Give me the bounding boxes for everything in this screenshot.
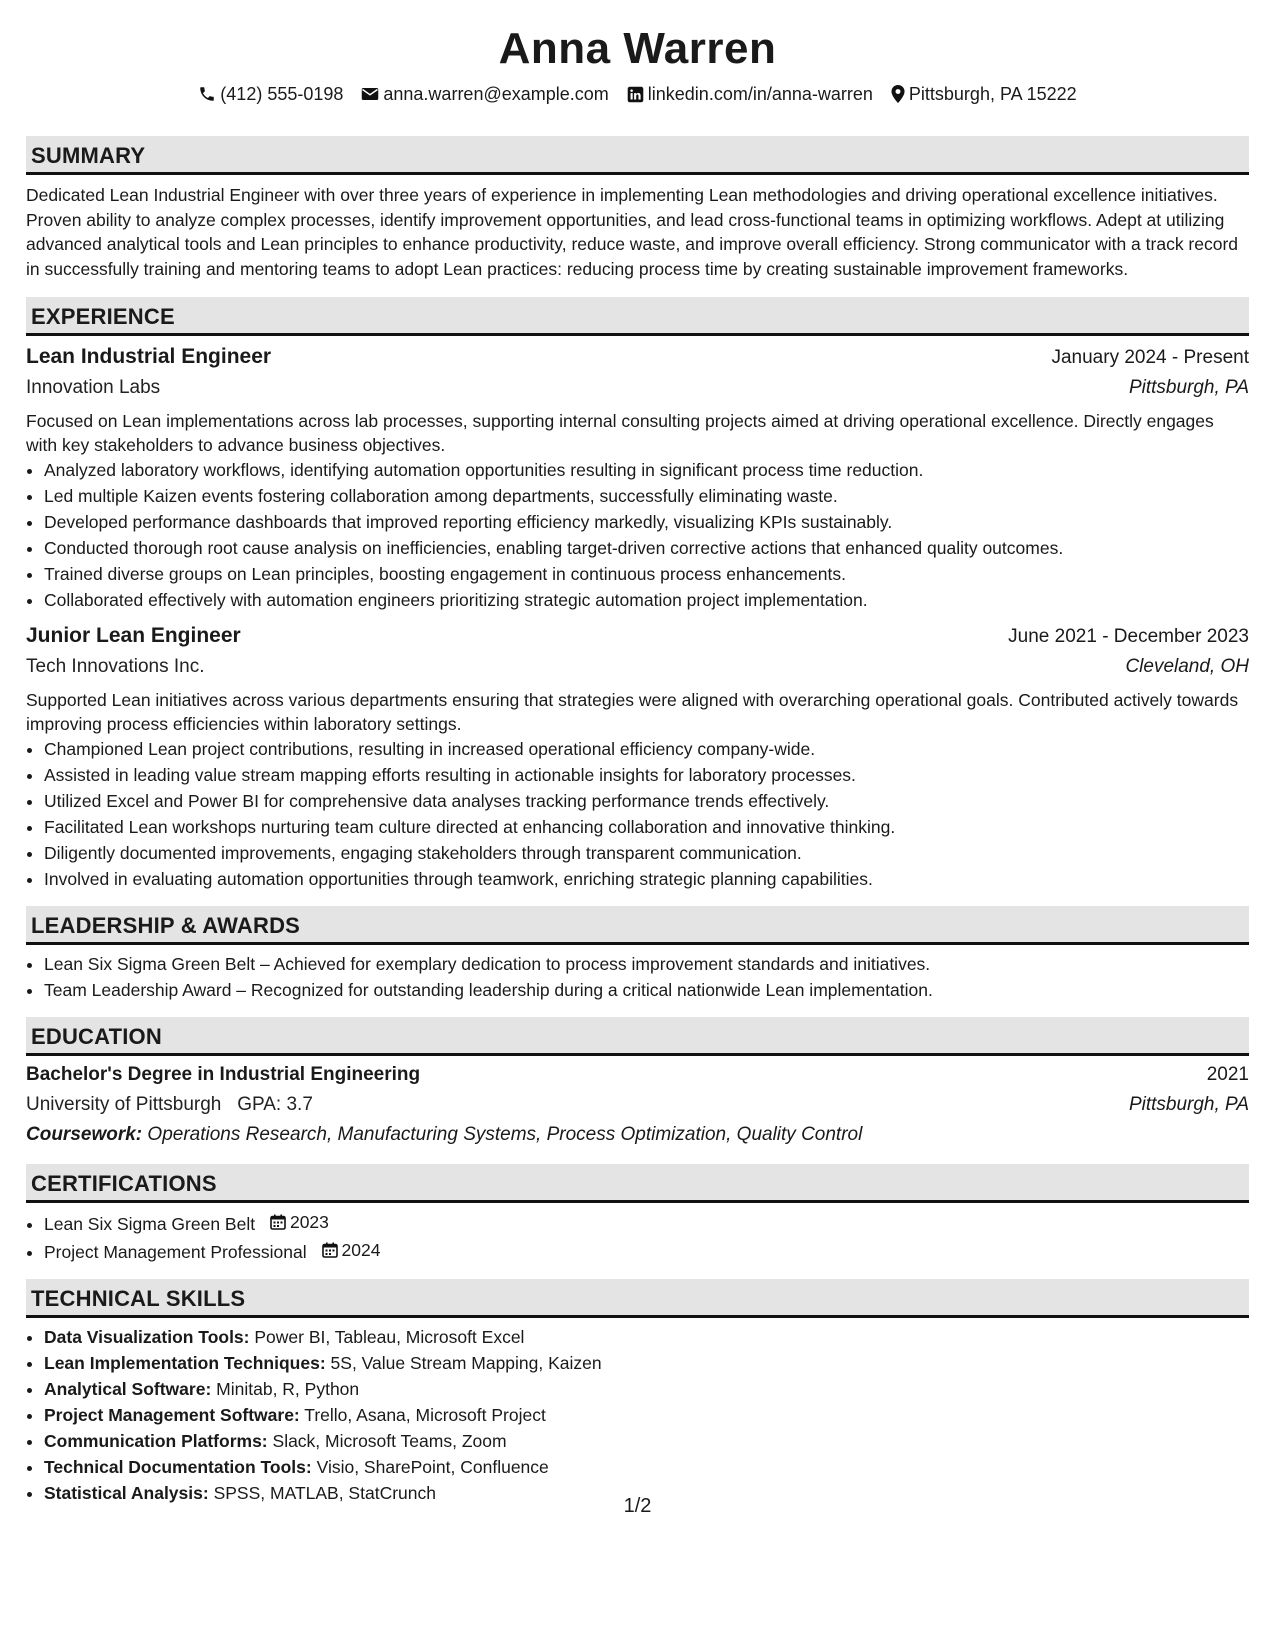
linkedin-text[interactable]: linkedin.com/in/anna-warren: [647, 84, 873, 104]
section-header-experience: EXPERIENCE: [26, 297, 1249, 336]
list-item: [44, 1428, 1249, 1454]
list-item: [44, 1402, 1249, 1428]
coursework-label: Coursework:: [26, 1124, 143, 1146]
email-text[interactable]: anna.warren@example.com: [383, 84, 609, 104]
linkedin-icon: [627, 86, 644, 103]
job-entry: [26, 342, 1249, 613]
candidate-name: Anna Warren: [498, 24, 777, 73]
list-item: • Utilized Excel and Power BI for comprehensive data analyses tracking performance trends effectively.: [44, 788, 1249, 814]
coursework-text: Operations Research, Manufacturing Systems, Process Optimization, Quality Control: [147, 1124, 863, 1146]
job-dates: June 2021 - December 2023: [1008, 626, 1249, 648]
list-item: [44, 1454, 1249, 1480]
skill-value: SPSS, MATLAB, StatCrunch: [213, 1483, 436, 1504]
summary-section: [26, 136, 1249, 281]
skill-label: Analytical Software:: [44, 1379, 212, 1400]
graduation-year: 2021: [1206, 1064, 1249, 1086]
skill-label: Data Visualization Tools:: [44, 1327, 250, 1348]
skills-section: [26, 1279, 1249, 1506]
degree-title: Bachelor's Degree in Industrial Engineering: [26, 1064, 421, 1086]
calendar-icon: [322, 1242, 338, 1258]
skill-label: Communication Platforms:: [44, 1431, 268, 1452]
phone-text: (412) 555-0198: [220, 84, 344, 104]
skill-value: Power BI, Tableau, Microsoft Excel: [254, 1327, 525, 1348]
skill-value: Visio, SharePoint, Confluence: [316, 1457, 549, 1478]
skill-value: Minitab, R, Python: [216, 1379, 360, 1400]
location-text: Pittsburgh, PA 15222: [908, 84, 1077, 104]
leadership-section: [26, 906, 1249, 1017]
certifications-list: [26, 1209, 1249, 1265]
skill-label: Project Management Software:: [44, 1405, 300, 1426]
job-location: Pittsburgh, PA: [1128, 377, 1249, 399]
list-item: • Championed Lean project contributions, resulting in increased operational efficiency company-wide.: [44, 736, 1249, 762]
job-title: Lean Industrial Engineer: [26, 345, 272, 369]
list-item: • Collaborated effectively with automation engineers prioritizing strategic automation project implementation.: [44, 587, 1249, 613]
job-description: Focused on Lean implementations across lab processes, supporting internal consulting projects aimed at driving operational excellence. Directly engages with key stakeholders to advance business objectives.: [26, 411, 1214, 456]
section-header-education: EDUCATION: [26, 1017, 1249, 1056]
list-item: • Team Leadership Award – Recognized for outstanding leadership during a critical nationwide Lean implementation.: [44, 977, 1249, 1003]
cert-name: Lean Six Sigma Green Belt: [44, 1214, 256, 1235]
list-item: • Facilitated Lean workshops nurturing team culture directed at enhancing collaboration and innovative thinking.: [44, 814, 1249, 840]
page-number: 1/2: [623, 1495, 652, 1517]
summary-text: Dedicated Lean Industrial Engineer with over three years of experience in implementing Lean methodologies and driving operational excellence initiatives. Proven ability to analyze complex processes, identify improvement opportunities, and lead cross-functional teams in optimizing workflows. Adept at utilizing advanced analytical tools and Lean principles to enhance productivity, reduce waste, and improve overall efficiency. Strong communicator with a track record in successfully training and mentoring teams to adopt Lean practices: reducing process time by creating sustainable improvement frameworks.: [26, 185, 1239, 279]
company-name: Tech Innovations Inc.: [26, 656, 205, 678]
contact-linkedin[interactable]: [627, 82, 873, 106]
job-dates: January 2024 - Present: [1051, 347, 1249, 369]
phone-icon: [198, 85, 216, 103]
list-item: [44, 1324, 1249, 1350]
list-item: [44, 1209, 1249, 1237]
experience-section: [26, 297, 1249, 906]
job-location: Cleveland, OH: [1125, 656, 1249, 678]
contact-email[interactable]: [361, 82, 608, 106]
skills-list: [26, 1324, 1249, 1506]
resume-page: [26, 0, 1249, 1506]
gpa: GPA: 3.7: [237, 1094, 313, 1116]
leadership-list: [26, 951, 1249, 1003]
education-section: [26, 1017, 1249, 1164]
school-location: Pittsburgh, PA: [1128, 1094, 1249, 1116]
list-item: • Analyzed laboratory workflows, identifying automation opportunities resulting in significant process time reduction.: [44, 457, 1249, 483]
list-item: • Led multiple Kaizen events fostering collaboration among departments, successfully eliminating waste.: [44, 483, 1249, 509]
list-item: • Trained diverse groups on Lean principles, boosting engagement in continuous process enhancements.: [44, 561, 1249, 587]
coursework: [26, 1120, 1249, 1150]
school-name: University of Pittsburgh: [26, 1094, 222, 1116]
section-header-skills: TECHNICAL SKILLS: [26, 1279, 1249, 1318]
contact-phone: [198, 82, 343, 106]
section-header-summary: SUMMARY: [26, 136, 1249, 175]
calendar-icon: [270, 1214, 286, 1230]
list-item: [44, 1376, 1249, 1402]
contact-bar: [26, 82, 1249, 106]
cert-year: 2024: [341, 1240, 381, 1261]
skill-value: Trello, Asana, Microsoft Project: [304, 1405, 546, 1426]
job-title: Junior Lean Engineer: [26, 624, 241, 648]
job-bullets: [26, 736, 1249, 892]
skill-label: Technical Documentation Tools:: [44, 1457, 312, 1478]
certifications-section: [26, 1164, 1249, 1279]
skill-label: Statistical Analysis:: [44, 1483, 209, 1504]
list-item: [44, 1237, 1249, 1265]
cert-year: 2023: [289, 1212, 329, 1233]
list-item: • Assisted in leading value stream mapping efforts resulting in actionable insights for laboratory processes.: [44, 762, 1249, 788]
list-item: • Diligently documented improvements, engaging stakeholders through transparent communication.: [44, 840, 1249, 866]
envelope-icon: [361, 86, 379, 102]
list-item: • Conducted thorough root cause analysis on inefficiencies, enabling target-driven corrective actions that enhanced quality outcomes.: [44, 535, 1249, 561]
section-header-certifications: CERTIFICATIONS: [26, 1164, 1249, 1203]
section-header-leadership: LEADERSHIP & AWARDS: [26, 906, 1249, 945]
job-entry: [26, 621, 1249, 892]
list-item: • Developed performance dashboards that improved reporting efficiency markedly, visualizing KPIs sustainably.: [44, 509, 1249, 535]
company-name: Innovation Labs: [26, 377, 161, 399]
job-bullets: [26, 457, 1249, 613]
list-item: • Lean Six Sigma Green Belt – Achieved for exemplary dedication to process improvement standards and initiatives.: [44, 951, 1249, 977]
skill-label: Lean Implementation Techniques:: [44, 1353, 326, 1374]
list-item: [44, 1350, 1249, 1376]
cert-name: Project Management Professional: [44, 1242, 307, 1263]
contact-location: [891, 82, 1077, 106]
map-pin-icon: [891, 85, 905, 103]
skill-value: Slack, Microsoft Teams, Zoom: [272, 1431, 507, 1452]
list-item: • Involved in evaluating automation opportunities through teamwork, enriching strategic planning capabilities.: [44, 866, 1249, 892]
skill-value: 5S, Value Stream Mapping, Kaizen: [330, 1353, 602, 1374]
job-description: Supported Lean initiatives across various departments ensuring that strategies were aligned with overarching operational goals. Contributed actively towards improving process efficiencies within laboratory settings.: [26, 690, 1239, 735]
